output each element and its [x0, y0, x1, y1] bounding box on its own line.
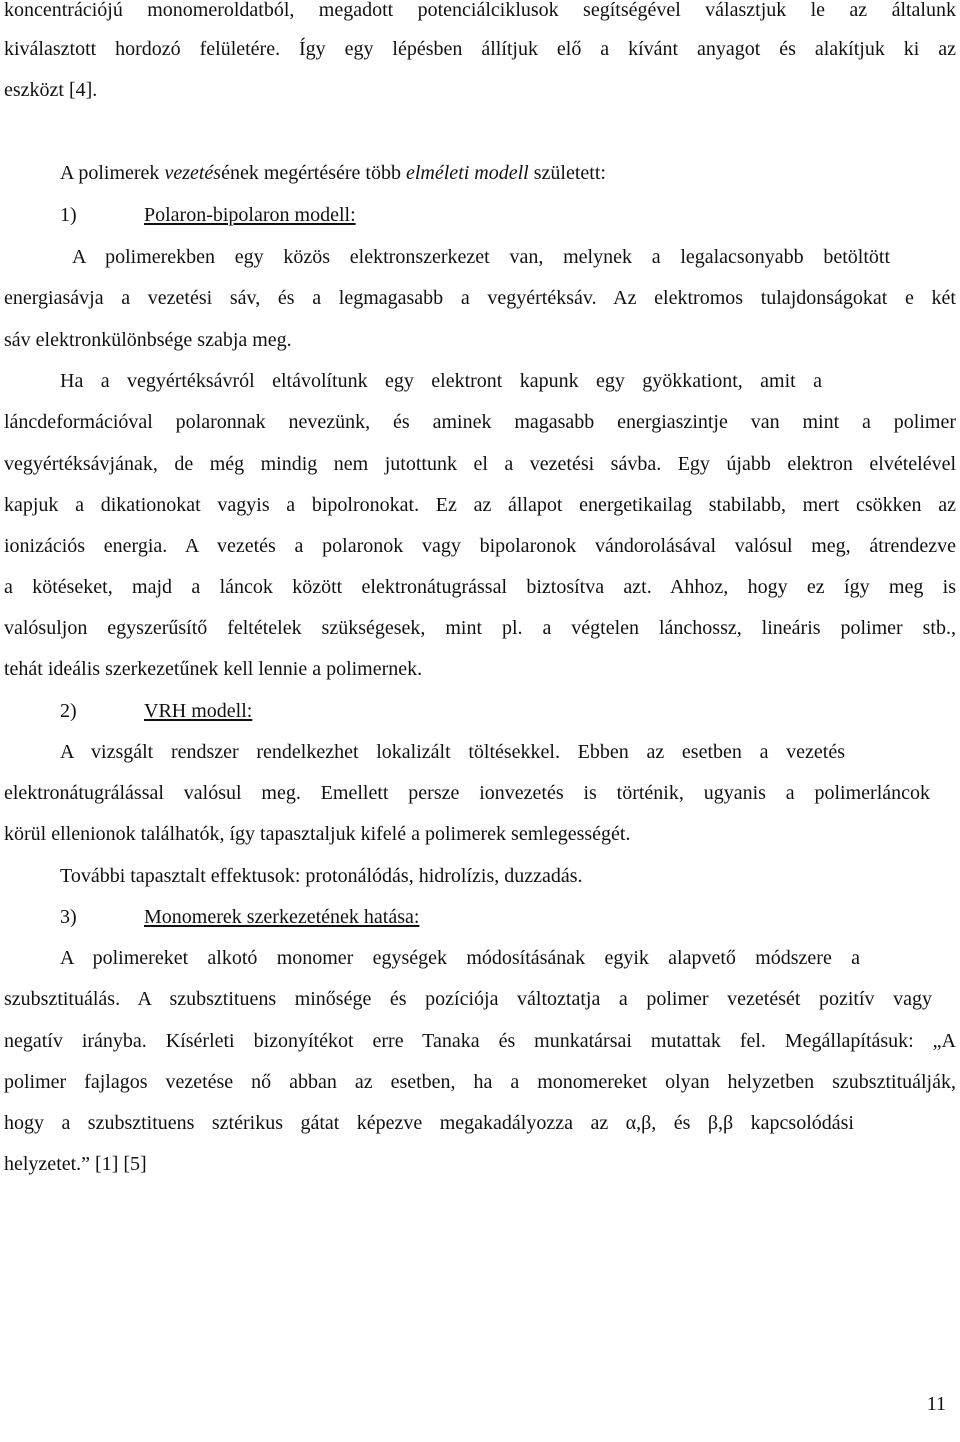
section1-heading: [60, 203, 940, 227]
section2-p1-line-1: A vizsgált rendszer rendelkezhet lokalizált töltésekkel. Ebben az esetben a vezetés: [60, 741, 845, 763]
section1-p2-line-5: ionizációs energia. A vezetés a polaronok vagy bipolaronok vándorolásával valósul meg, átrendezve: [4, 535, 956, 557]
section1-p2-line-3: vegyértéksávjának, de még mindig nem jutottunk el a vezetési sávba. Egy újabb elektron elvételével: [4, 453, 956, 475]
models-intro: [60, 161, 940, 185]
section1-number: 1): [60, 204, 77, 226]
section2-heading: [60, 699, 940, 723]
section3-p1-line-6: helyzetet.” [1] [5]: [4, 1153, 147, 1175]
intro-line-1: koncentrációjú monomeroldatból, megadott potenciálciklusok segítségével választjuk le az általunk: [4, 0, 956, 21]
section3-title: Monomerek szerkezetének hatása:: [144, 906, 420, 928]
section1-p2-line-4: kapjuk a dikationokat vagyis a bipolronokat. Ez az állapot energetikailag stabilabb, mert csökken az: [4, 494, 956, 516]
section2-p2: További tapasztalt effektusok: protonálódás, hidrolízis, duzzadás.: [60, 865, 583, 887]
section1-p1-line-2: energiasávja a vezetési sáv, és a legmagasabb a vegyértéksáv. Az elektromos tulajdonságokat e két: [4, 287, 956, 309]
section1-p2-line-8: tehát ideális szerkezetűnek kell lennie a polimernek.: [4, 658, 423, 680]
section3-heading: [60, 905, 940, 929]
intro-line-2: kiválasztott hordozó felületére. Így egy lépésben állítjuk elő a kívánt anyagot és alakítjuk ki az: [4, 38, 956, 60]
section3-p1-line-3: negatív irányba. Kísérleti bizonyítékot erre Tanaka és munkatársai mutattak fel. Megállapításuk: „A: [4, 1030, 956, 1052]
section1-p1-line-1: A polimerekben egy közös elektronszerkezet van, melynek a legalacsonyabb betöltött: [72, 246, 890, 268]
section1-title: Polaron-bipolaron modell:: [144, 204, 356, 226]
models-intro-part2: ének megértésére több: [221, 162, 406, 184]
section3-number: 3): [60, 906, 77, 928]
models-intro-part1: A polimerek: [60, 162, 165, 184]
models-intro-italic2: elméleti modell: [406, 162, 529, 184]
section2-number: 2): [60, 700, 77, 722]
section2-p1-line-2: elektronátugrálással valósul meg. Emellett persze ionvezetés is történik, ugyanis a polimerláncok: [4, 782, 930, 804]
section1-p2-line-7: valósuljon egyszerűsítő feltételek szükségesek, mint pl. a végtelen lánchossz, lineáris polimer stb.,: [4, 617, 956, 639]
models-intro-part3: született:: [528, 162, 606, 184]
section3-p1-line-5: hogy a szubsztituens sztérikus gátat képezve megakadályozza az α,β, és β,β kapcsolódási: [4, 1112, 854, 1134]
section2-p1-line-3: körül ellenionok találhatók, így tapasztaljuk kifelé a polimerek semlegességét.: [4, 823, 631, 845]
section1-p2-line-6: a kötéseket, majd a láncok között elektronátugrással biztosítva azt. Ahhoz, hogy ez így meg is: [4, 576, 956, 598]
page-number: 11: [926, 1393, 946, 1415]
section3-p1-line-2: szubsztituálás. A szubsztituens minősége és pozíciója változtatja a polimer vezetését pozitív vagy: [4, 988, 932, 1010]
section1-p2-line-1: Ha a vegyértéksávról eltávolítunk egy elektront kapunk egy gyökkationt, amit a: [60, 370, 822, 392]
section1-p1-line-3: sáv elektronkülönbsége szabja meg.: [4, 329, 292, 351]
models-intro-italic1: vezetés: [164, 162, 222, 184]
section2-title: VRH modell:: [144, 700, 253, 722]
section3-p1-line-1: A polimereket alkotó monomer egységek módosításának egyik alapvető módszere a: [60, 947, 860, 969]
section1-p2-line-2: láncdeformációval polaronnak nevezünk, és aminek magasabb energiaszintje van mint a polimer: [4, 411, 956, 433]
section3-p1-line-4: polimer fajlagos vezetése nő abban az esetben, ha a monomereket olyan helyzetben szubsztituálják,: [4, 1071, 956, 1093]
intro-line-3: eszközt [4].: [4, 79, 98, 101]
